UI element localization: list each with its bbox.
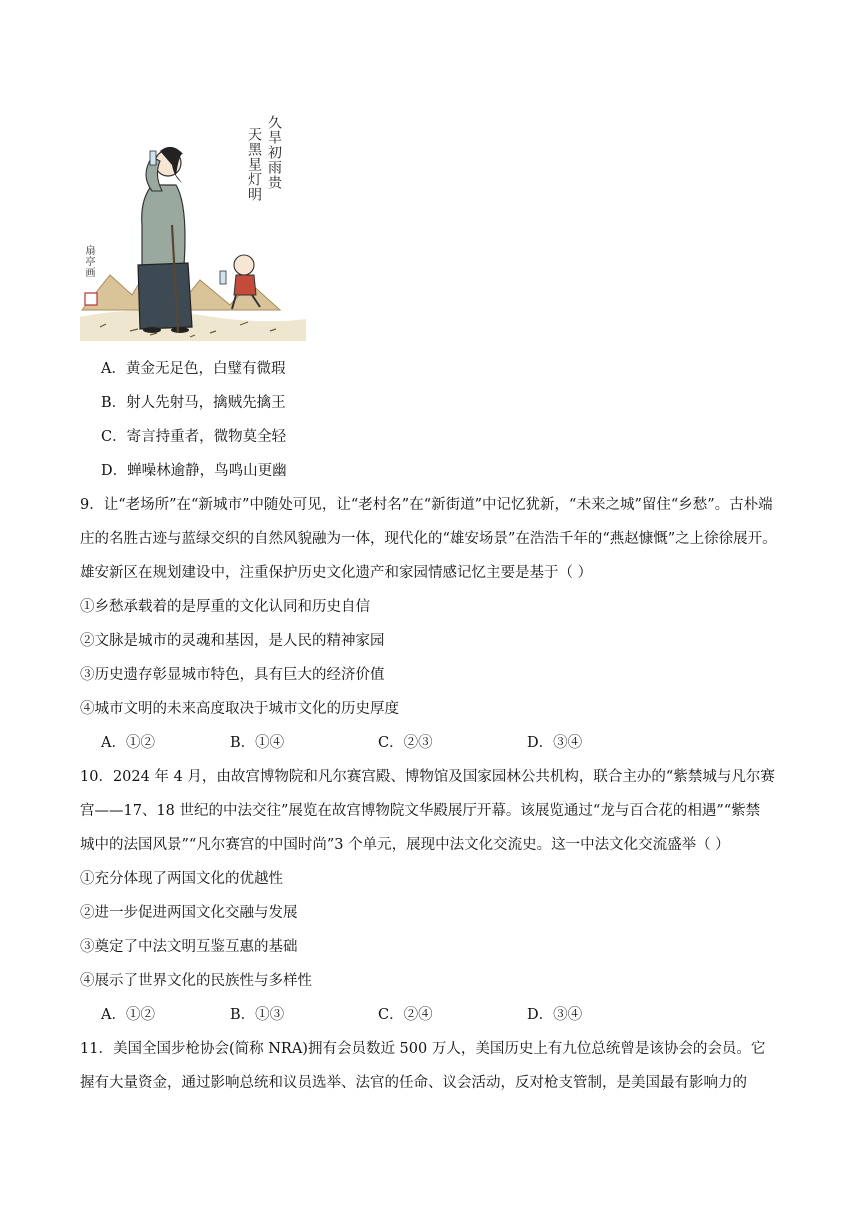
q10-choice-d: D．③④ [527,1007,583,1023]
q10-choice-a: A．①② [101,1007,155,1023]
q9-choice-a: A．①② [101,735,155,751]
q8-option-d: D．蝉噪林逾静，鸟鸣山更幽 [101,463,287,479]
q10-stem-line-3: 城中的法国风景”“凡尔赛宫的中国时尚”3 个单元，展现中法文化交流史。这一中法文化交流盛举（ ） [80,837,730,853]
q9-choice-c: C．②③ [378,735,433,751]
q8-option-c: C．寄言持重者，微物莫全轻 [101,429,287,445]
q9-stem-line-1: 9．让“老场所”在“新城市”中随处可见，让“老村名”在“新街道”中记忆犹新，“未来之城”留住“乡愁”。古朴端 [80,497,773,513]
q9-stem-line-3: 雄安新区在规划建设中，注重保护历史文化遗产和家园情感记忆主要是基于（ ） [80,565,593,581]
q10-choices [0,1005,860,1025]
calligraphy-column-2: 天黑星灯明 [246,127,262,202]
q11-stem-line-1: 11．美国全国步枪协会(简称 NRA)拥有会员数近 500 万人，美国历史上有九位总统曾是该协会的会员。它 [80,1041,766,1057]
q9-statement-2: ②文脉是城市的灵魂和基因，是人民的精神家园 [80,633,385,649]
q8-option-a: A．黄金无足色，白璧有微瑕 [101,361,286,377]
q9-statement-1: ①乡愁承载着的是厚重的文化认同和历史自信 [80,599,370,615]
q10-statement-4: ④展示了世界文化的民族性与多样性 [80,973,312,989]
q9-choices [0,733,860,753]
q9-stem-line-2: 庄的名胜古迹与蓝绿交织的自然风貌融为一体，现代化的“雄安场景”在浩浩千年的“燕赵慷慨”之上徐徐展开。 [80,531,777,547]
calligraphy-column-1: 久旱初雨贵 [266,115,282,190]
q9-choice-b: B．①④ [230,735,285,751]
q9-choice-d: D．③④ [527,735,583,751]
q10-stem-line-1: 10．2024 年 4 月，由故宫博物院和凡尔赛宫殿、博物馆及国家园林公共机构，联合主办的“紫禁城与凡尔赛 [80,769,775,785]
artist-signature: 扇亭画 [83,245,94,278]
q8-option-b: B．射人先射马，擒贼先擒王 [101,395,286,411]
q10-statement-1: ①充分体现了两国文化的优越性 [80,871,283,887]
q10-statement-2: ②进一步促进两国文化交融与发展 [80,905,298,921]
q10-stem-line-2: 宫——17、18 世纪的中法交往”展览在故宫博物院文华殿展厅开幕。该展览通过“龙与百合花的相遇”“紫禁 [80,803,761,819]
q10-choice-c: C．②④ [378,1007,433,1023]
ink-painting-illustration [80,105,306,345]
q10-choice-b: B．①③ [230,1007,285,1023]
q9-statement-4: ④城市文明的未来高度取决于城市文化的历史厚度 [80,701,399,717]
q10-statement-3: ③奠定了中法文明互鉴互惠的基础 [80,939,298,955]
q11-stem-line-2: 握有大量资金，通过影响总统和议员选举、法官的任命、议会活动，反对枪支管制，是美国最有影响力的 [80,1075,747,1091]
q9-statement-3: ③历史遗存彰显城市特色，具有巨大的经济价值 [80,667,385,683]
